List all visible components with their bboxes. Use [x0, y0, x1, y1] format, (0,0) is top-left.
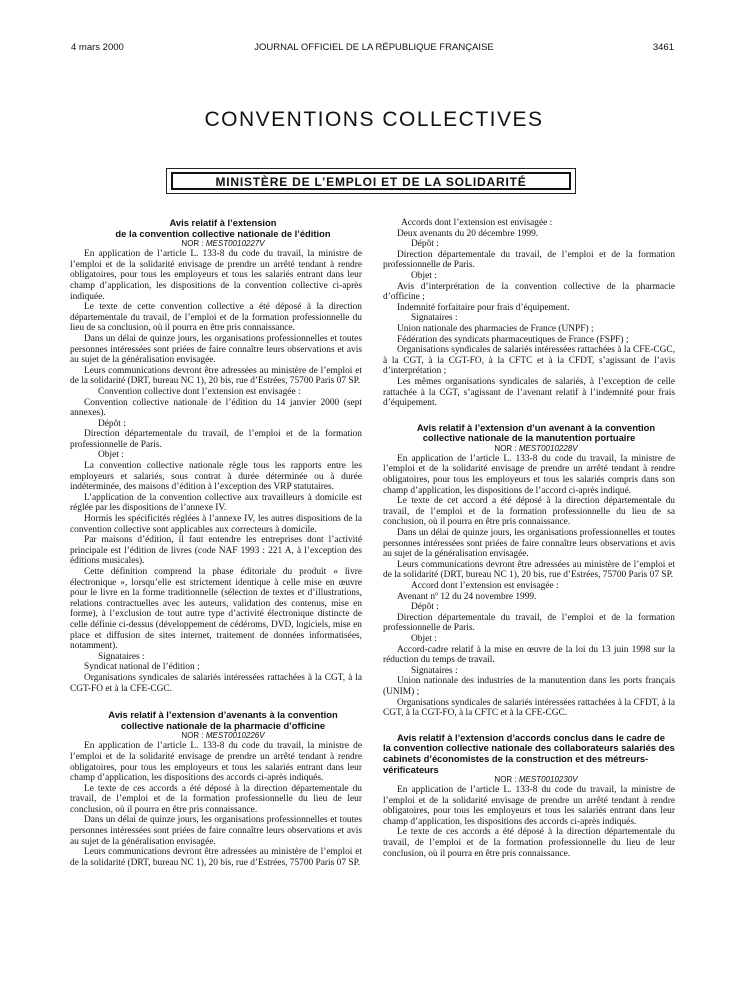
paragraph: Direction départementale du travail, de l’emploi et de la formation professionnelle de Paris. [383, 249, 675, 271]
paragraph: En application de l’article L. 133-8 du code du travail, la ministre de l’emploi et de la solidarité envisage de prendre un arrêté tendant à rendre obligatoires, pour tous les employeurs et tous les salariés entrant dans leur champ d’application, les dispositions des accords ci-après indiqués. [383, 785, 675, 827]
notice-title: Avis relatif à l’extension d’avenants à la convention [108, 709, 338, 721]
section-label: Signataires : [411, 313, 458, 324]
paragraph: Leurs communications devront être adressées au ministère de l’emploi et de la solidarité (DRT, bureau NC 1), 20 bis, rue d’Estrées, 75700 Paris 07 SP. [383, 559, 675, 581]
paragraph: Organisations syndicales de salariés intéressées rattachées à la CGT, à la CGT-FO et à la CFE-CGC. [70, 672, 362, 694]
nor-reference [70, 731, 362, 741]
paragraph: En application de l’article L. 133-8 du code du travail, la ministre de l’emploi et de la solidarité envisage de prendre un arrêté tendant à rendre obligatoires, pour tous les employeurs et tous les salariés compris dans son champ d’application, les dispositions de l’accord ci-après indiqué. [383, 453, 675, 496]
nor-label: NOR : [494, 443, 519, 453]
nor-code: MEST0010230V [518, 775, 578, 785]
paragraph: Convention collective nationale de l’édition du 14 janvier 2000 (sept annexes). [70, 397, 362, 419]
paragraph: En application de l’article L. 133-8 du code du travail, la ministre de l’emploi et de la solidarité envisage de prendre un arrêté tendant à rendre obligatoires, pour tous les employeurs et tous les salariés entrant dans leur champ d’application, les dispositions de la convention collective ci-après indiquée. [70, 249, 362, 302]
paragraph: En application de l’article L. 133-8 du code du travail, la ministre de l’emploi et de la solidarité envisage de prendre un arrêté tendant à rendre obligatoires, pour tous les employeurs et tous les salariés entrant dans leur champ d’application, les dispositions des accords ci-après indiqués. [70, 741, 362, 784]
paragraph: Dans un délai de quinze jours, les organisations professionnelles et toutes personnes intéressées sont priées de faire connaître leurs observations et avis au sujet de la généralisation envisagée. [70, 815, 362, 847]
header-date: 4 mars 2000 [71, 42, 124, 53]
nor-code: MEST0010227V [205, 239, 265, 249]
ministry-box [166, 168, 576, 194]
spacer [383, 719, 675, 733]
paragraph: Le texte de ces accords a été déposé à la direction départementale du travail, de l’emploi et de la formation professionnelle du lieu de leur conclusion, où il pourra en être pris connaissance. [70, 783, 362, 815]
nor-code: MEST0010228V [518, 443, 578, 453]
section-label: Convention collective dont l’extension est envisagée : [98, 386, 301, 397]
paragraph: L’application de la convention collective aux travailleurs à domicile est réglée par les dispositions de l’annexe IV. [70, 492, 362, 514]
notice-title: de la convention collective nationale de l’édition [115, 227, 331, 239]
paragraph: Direction départementale du travail, de l’emploi et de la formation professionnelle de Paris. [70, 429, 362, 450]
section-label: Accords dont l’extension est envisagée : [401, 218, 553, 228]
spacer [383, 409, 675, 423]
section-label: Dépôt : [411, 239, 439, 250]
section-label: Objet : [411, 633, 437, 644]
nor-label: NOR : [181, 731, 206, 741]
paragraph: Leurs communications devront être adressées au ministère de l’emploi et de la solidarité (DRT, bureau NC 1), 20 bis, rue d’Estrées, 75700 Paris 07 SP. [70, 365, 362, 387]
paragraph: Fédération des syndicats pharmaceutiques de France (FSPF) ; [397, 334, 629, 345]
paragraph: Le texte de ces accords a été déposé à la direction départementale du travail, de l’emploi et de la formation professionnelle du lieu de leur conclusion, où il pourra en être pris connaissance. [383, 827, 675, 859]
paragraph: Cette définition comprend la phase éditoriale du produit « livre électronique », lorsqu’elle est strictement identique à celle mise en œuvre pour le livre en la forme traditionnelle (sélection de textes et d’illustrations, relations contractuelles avec les auteurs, validation des contenus, mise en forme), à l’exclusion de tout autre type d’activité électronique distincte de celle définie ci-dessus (développement de cédéroms, DVD, logiciels, mise en place et diffusion de sites internet, traitement de données informatisées, notamment). [70, 567, 362, 652]
nor-label: NOR : [181, 239, 206, 249]
section-label: Objet : [411, 270, 437, 281]
paragraph: Leurs communications devront être adressées au ministère de l’emploi et de la solidarité (DRT, bureau NC 1), 20 bis, rue d’Estrées, 75700 Paris 07 SP. [70, 847, 362, 868]
paragraph: Le texte de cet accord a été déposé à la direction départementale du travail, de l’emploi et de la formation professionnelle du lieu de sa conclusion, où il pourra en être pris connaissance. [383, 496, 675, 528]
paragraph: Organisations syndicales de salariés intéressées rattachées à la CFE-CGC, à la CGT, à la CGT-FO, à la CFTC et à la CFDT, s’agissant de l’avis d’interprétation ; [383, 345, 675, 377]
nor-reference [70, 239, 362, 249]
paragraph: Direction départementale du travail, de l’emploi et de la formation professionnelle de Paris. [383, 612, 675, 634]
header-journal-title: JOURNAL OFFICIEL DE LA RÉPUBLIQUE FRANÇAISE [254, 42, 494, 53]
paragraph: Les mêmes organisations syndicales de salariés, à l’exception de celle rattachée à la CGT, s’agissant de l’avenant relatif à l’indemnité pour frais d’équipement. [383, 376, 675, 409]
nor-label: NOR : [494, 775, 519, 785]
paragraph: Dans un délai de quinze jours, les organisations professionnelles et toutes personnes intéressées sont priées de faire connaître leurs observations et avis au sujet de la généralisation envisagée. [383, 528, 675, 560]
nor-reference [383, 775, 675, 785]
paragraph: Deux avenants du 20 décembre 1999. [397, 228, 539, 239]
paragraph: Organisations syndicales de salariés intéressées rattachées à la CFDT, à la CGT, à la CGT-FO, à la CFTC et à la CFE-CGC. [383, 697, 675, 719]
section-label: Signataires : [411, 665, 458, 676]
notice-title: Avis relatif à l’extension [169, 217, 277, 228]
paragraph: Accord-cadre relatif à la mise en œuvre de la loi du 13 juin 1998 sur la réduction du temps de travail. [383, 644, 675, 666]
section-label: Objet : [98, 450, 124, 461]
header-page-number: 3461 [652, 42, 674, 53]
paragraph: Avenant nº 12 du 24 novembre 1999. [397, 591, 537, 602]
notice-title: collective nationale de la pharmacie d’officine [120, 719, 326, 731]
nor-reference [383, 444, 675, 454]
section-label: Accord dont l’extension est envisagée : [411, 581, 559, 591]
paragraph: Syndicat national de l’édition ; [84, 662, 200, 673]
section-label: Dépôt : [411, 602, 439, 613]
ministry-title: MINISTÈRE DE L’EMPLOI ET DE LA SOLIDARITÉ [171, 172, 571, 190]
notice-title: Avis relatif à l’extension d’un avenant à la convention collective nationale de la manutention portuaire [416, 421, 656, 444]
paragraph: Avis d’interprétation de la convention collective de la pharmacie d’officine ; [383, 281, 675, 303]
paragraph: Union nationale des pharmacies de France (UNPF) ; [397, 323, 594, 334]
notice-title: Avis relatif à l’extension d’accords conclus dans le cadre de la convention collective nationale des collaborateurs salariés des cabinets d’économistes de la construction et des métreurs-vérificateurs [383, 731, 675, 775]
nor-code: MEST0010226V [205, 731, 265, 741]
paragraph: Indemnité forfaitaire pour frais d’équipement. [397, 302, 570, 313]
right-column [383, 218, 675, 859]
spacer [70, 694, 362, 710]
paragraph: Dans un délai de quinze jours, les organisations professionnelles et toutes personnes intéressées sont priées de faire connaître leurs observations et avis au sujet de la généralisation envisagée. [70, 333, 362, 366]
paragraph: Le texte de cette convention collective a été déposé à la direction départementale du travail, de l’emploi et de la formation professionnelle du lieu de sa conclusion, où il pourra en être pris connaissance. [70, 302, 362, 334]
paragraph: Par maisons d’édition, il faut entendre les entreprises dont l’activité principale est l’édition de livres (code NAF 1993 : 221 A, à l’exception des éditions musicales). [70, 535, 362, 567]
left-column [70, 218, 362, 868]
paragraph: Hormis les spécificités réglées à l’annexe IV, les autres dispositions de la convention collective sont applicables aux correcteurs à domicile. [70, 514, 362, 535]
paragraph: Union nationale des industries de la manutention dans les ports français (UNIM) ; [383, 676, 675, 697]
section-label: Signataires : [98, 651, 145, 662]
section-label: Dépôt : [98, 418, 126, 429]
paragraph: La convention collective nationale règle tous les rapports entre les employeurs et salariés, sous contrat à durée déterminée ou à durée indéterminée, des maisons d’édition à l’exception des VRP statutaires. [70, 461, 362, 493]
section-title: CONVENTIONS COLLECTIVES [204, 108, 544, 131]
